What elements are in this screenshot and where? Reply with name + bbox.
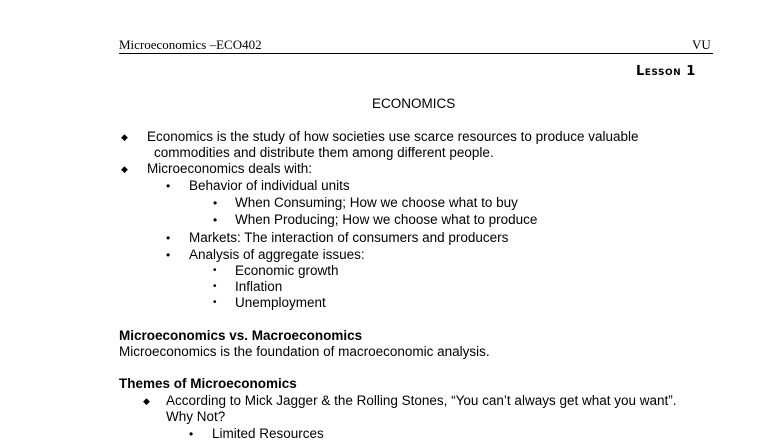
sub-bullet-text: Behavior of individual units	[189, 178, 350, 193]
bullet-text: Microeconomics deals with:	[147, 161, 313, 176]
bullet-text: According to Mick Jagger & the Rolling Stones, “You can’t always get what you want”.	[166, 393, 677, 408]
dot-bullet-icon: •	[189, 427, 194, 441]
institution-header: VU	[692, 37, 711, 52]
dot-bullet-icon: •	[166, 231, 171, 245]
sub-sub-bullet-text: Economic growth	[235, 263, 339, 278]
section-text: Microeconomics is the foundation of macroeconomic analysis.	[119, 344, 490, 359]
sub-bullet-text: Limited Resources	[212, 426, 324, 441]
dot-bullet-icon: •	[213, 196, 218, 210]
dot-bullet-icon: •	[166, 248, 171, 262]
header-rule	[119, 53, 713, 54]
sub-sub-bullet-text: Inflation	[235, 279, 283, 294]
dot-bullet-icon: •	[166, 179, 171, 193]
sub-sub-bullet-text: Unemployment	[235, 295, 326, 310]
sub-sub-bullet-text: When Consuming; How we choose what to buy	[235, 195, 518, 210]
dot-bullet-icon: •	[213, 265, 217, 276]
sub-bullet-text: Analysis of aggregate issues:	[189, 247, 365, 262]
bullet-text: Why Not?	[166, 409, 226, 424]
sub-bullet-text: Markets: The interaction of consumers and producers	[189, 230, 509, 245]
bullet-text: commodities and distribute them among different people.	[154, 145, 494, 160]
dot-bullet-icon: •	[213, 213, 218, 227]
diamond-bullet-icon: ◆	[121, 132, 128, 142]
course-header: Microeconomics –ECO402	[119, 37, 262, 52]
diamond-bullet-icon: ◆	[143, 396, 150, 406]
diamond-bullet-icon: ◆	[121, 164, 128, 174]
dot-bullet-icon: •	[213, 297, 217, 308]
dot-bullet-icon: •	[213, 281, 217, 292]
section-heading: Microeconomics vs. Macroeconomics	[119, 328, 363, 343]
sub-sub-bullet-text: When Producing; How we choose what to produce	[235, 212, 538, 227]
bullet-text: Economics is the study of how societies use scarce resources to produce valuable	[147, 129, 639, 144]
lesson-label: Lesson 1	[636, 64, 696, 79]
page-title: ECONOMICS	[372, 96, 456, 111]
section-heading: Themes of Microeconomics	[119, 376, 297, 391]
